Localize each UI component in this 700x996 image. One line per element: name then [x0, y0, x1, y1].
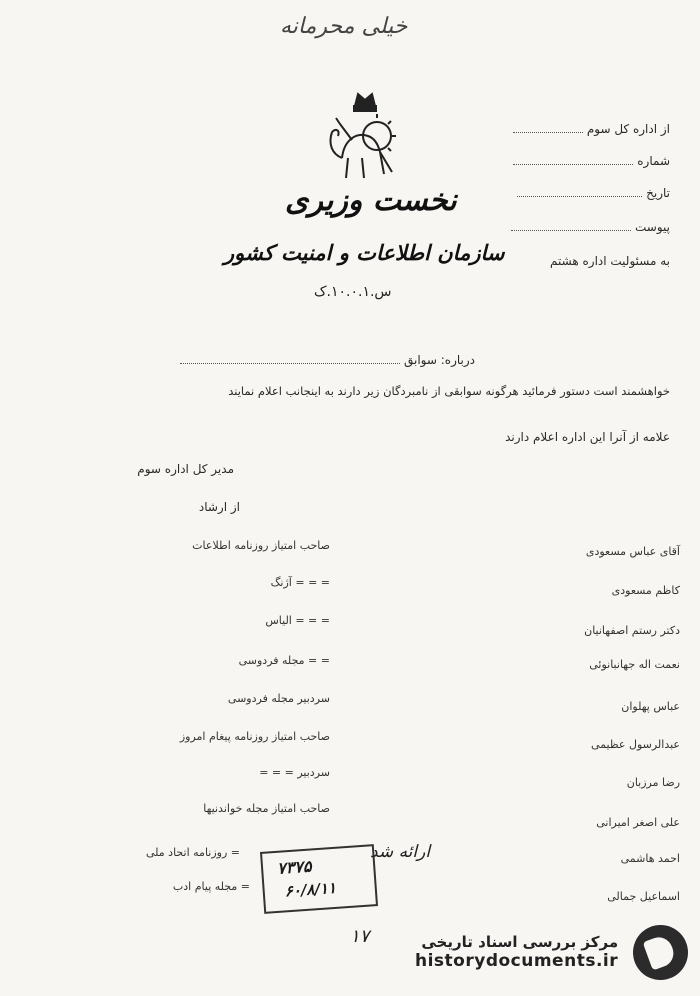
- meta-attachment: [490, 220, 670, 234]
- meta-from-label: از اداره کل سوم: [586, 122, 670, 136]
- list-right-4: عباس پهلوان: [621, 700, 680, 713]
- list-left-1: = = = آژنگ: [270, 576, 330, 589]
- meta-from: [490, 122, 670, 136]
- list-left-4: سردبیر مجله فردوسی: [227, 692, 330, 705]
- meta-date: [490, 186, 670, 200]
- meta-number: [490, 154, 670, 168]
- meta-reply: به مسئولیت اداره هشتم: [550, 254, 670, 268]
- branding-name: مرکز بررسی اسناد تاریخی: [421, 933, 619, 951]
- list-right-7: علی اصغر امیرانی: [596, 816, 680, 829]
- branding-url: historydocuments.ir: [415, 951, 619, 971]
- list-left-5: صاحب امتیاز روزنامه پیغام امروز: [179, 730, 330, 743]
- branding-text: [415, 933, 618, 971]
- organization-title: سازمان اطلاعات و امنیت کشور: [224, 240, 505, 265]
- list-right-3: نعمت اله جهانبانوئی: [589, 658, 680, 671]
- list-left-9: = مجله پیام ادب: [172, 880, 250, 893]
- list-right-1: کاظم مسعودی: [611, 584, 680, 597]
- document-code: س.۱۰.۰.۱.ک: [314, 284, 392, 300]
- list-left-3: = = مجله فردوسی: [238, 654, 330, 667]
- list-left-0: صاحب امتیاز روزنامه اطلاعات: [192, 539, 330, 552]
- meta-attachment-label: پیوست: [635, 220, 670, 234]
- stamp-number: ۷۳۷۵: [276, 856, 313, 878]
- handwritten-note: ارائه شد: [370, 842, 431, 862]
- lion-sun-emblem: [322, 88, 408, 188]
- body-line-2: علامه از آنرا این اداره اعلام دارند: [505, 430, 670, 444]
- list-right-9: اسماعیل جمالی: [607, 890, 680, 903]
- list-left-6: سردبیر = = =: [259, 766, 330, 779]
- top-stamp-text: خیلی محرمانه: [280, 14, 408, 39]
- branding-logo-icon: [633, 925, 688, 980]
- meta-number-label: شماره: [637, 154, 670, 168]
- recipient: مدیر کل اداره سوم: [137, 462, 234, 476]
- body-line-1: خواهشمند است دستور فرمائید هرگونه سوابقی از نامبردگان زیر دارند به اینجانب اعلام نمایند: [228, 384, 670, 398]
- subject-text: درباره: سوابق: [403, 353, 475, 367]
- list-left-8: = روزنامه اتحاد ملی: [145, 846, 240, 859]
- list-right-5: عبدالرسول عظیمی: [591, 738, 680, 751]
- handwritten-initials: ۱۷: [350, 926, 370, 947]
- stamp-date: ۶۰/۸/۱۱: [284, 878, 337, 901]
- subject-line: [165, 353, 475, 367]
- list-right-8: احمد هاشمی: [620, 852, 680, 865]
- list-right-2: دکتر رستم اصفهانیان: [584, 624, 680, 637]
- list-right-0: آقای عباس مسعودی: [585, 545, 680, 558]
- via: از ارشاد: [198, 500, 240, 514]
- meta-date-label: تاریخ: [646, 186, 670, 200]
- registry-stamp: [260, 844, 378, 914]
- ministry-title: نخست وزیری: [285, 183, 457, 218]
- list-left-7: صاحب امتیاز مجله خواندنیها: [203, 802, 330, 815]
- list-right-6: رضا مرزبان: [626, 776, 680, 789]
- list-left-2: = = = الیاس: [265, 614, 330, 627]
